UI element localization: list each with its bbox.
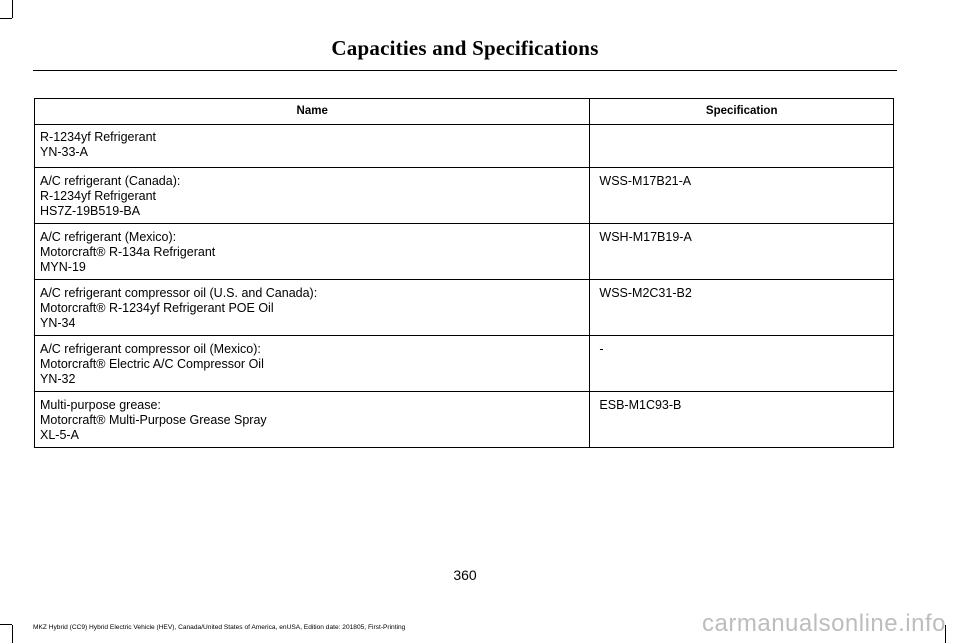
specification-cell: WSS-M17B21-A bbox=[590, 168, 894, 224]
page-number: 360 bbox=[453, 567, 477, 583]
specification-cell: ESB-M1C93-B bbox=[590, 392, 894, 448]
name-cell bbox=[35, 392, 590, 448]
specification-cell: - bbox=[590, 336, 894, 392]
name-line: Motorcraft® Electric A/C Compressor Oil bbox=[40, 357, 264, 371]
name-line: YN-34 bbox=[40, 316, 76, 330]
table-row bbox=[35, 336, 894, 392]
crop-mark-top-left-vertical bbox=[12, 0, 13, 18]
name-cell bbox=[35, 125, 590, 168]
table-row bbox=[35, 168, 894, 224]
name-line: MYN-19 bbox=[40, 260, 86, 274]
name-line: HS7Z-19B519-BA bbox=[40, 204, 141, 218]
table-row bbox=[35, 224, 894, 280]
name-line: Multi-purpose grease: bbox=[40, 398, 161, 412]
name-line: A/C refrigerant (Canada): bbox=[40, 174, 181, 188]
name-line: Motorcraft® R-1234yf Refrigerant POE Oil bbox=[40, 301, 274, 315]
table-row bbox=[35, 392, 894, 448]
name-cell bbox=[35, 168, 590, 224]
column-header-specification: Specification bbox=[590, 99, 894, 125]
page-title: Capacities and Specifications bbox=[331, 36, 599, 60]
name-line: Motorcraft® Multi-Purpose Grease Spray bbox=[40, 413, 267, 427]
name-cell bbox=[35, 336, 590, 392]
name-line: A/C refrigerant compressor oil (U.S. and Canada): bbox=[40, 286, 318, 300]
name-line: Motorcraft® R-134a Refrigerant bbox=[40, 245, 216, 259]
crop-mark-bottom-left-horizontal bbox=[0, 624, 12, 625]
table-header-row bbox=[35, 99, 894, 125]
table-row bbox=[35, 125, 894, 168]
column-header-name: Name bbox=[35, 99, 590, 125]
title-divider bbox=[33, 70, 897, 71]
name-line: R-1234yf Refrigerant bbox=[40, 189, 157, 203]
name-cell bbox=[35, 280, 590, 336]
name-line: YN-33-A bbox=[40, 145, 88, 159]
name-cell bbox=[35, 224, 590, 280]
crop-mark-bottom-left-vertical bbox=[12, 625, 13, 643]
crop-mark-top-left-horizontal bbox=[0, 18, 12, 19]
name-line: A/C refrigerant compressor oil (Mexico): bbox=[40, 342, 261, 356]
name-line: YN-32 bbox=[40, 372, 76, 386]
watermark-logo: carmanualsonline.info bbox=[702, 610, 946, 637]
name-line: R-1234yf Refrigerant bbox=[40, 130, 157, 144]
table-row bbox=[35, 280, 894, 336]
specification-cell bbox=[590, 125, 894, 168]
specification-cell: WSS-M2C31-B2 bbox=[590, 280, 894, 336]
name-line: A/C refrigerant (Mexico): bbox=[40, 230, 177, 244]
name-line: XL-5-A bbox=[40, 428, 79, 442]
footer-text: MKZ Hybrid (CC9) Hybrid Electric Vehicle (HEV), Canada/United States of America, enUSA, Edition date: 201805, First-Printing bbox=[33, 624, 406, 631]
specification-cell: WSH-M17B19-A bbox=[590, 224, 894, 280]
specifications-table bbox=[34, 98, 894, 448]
